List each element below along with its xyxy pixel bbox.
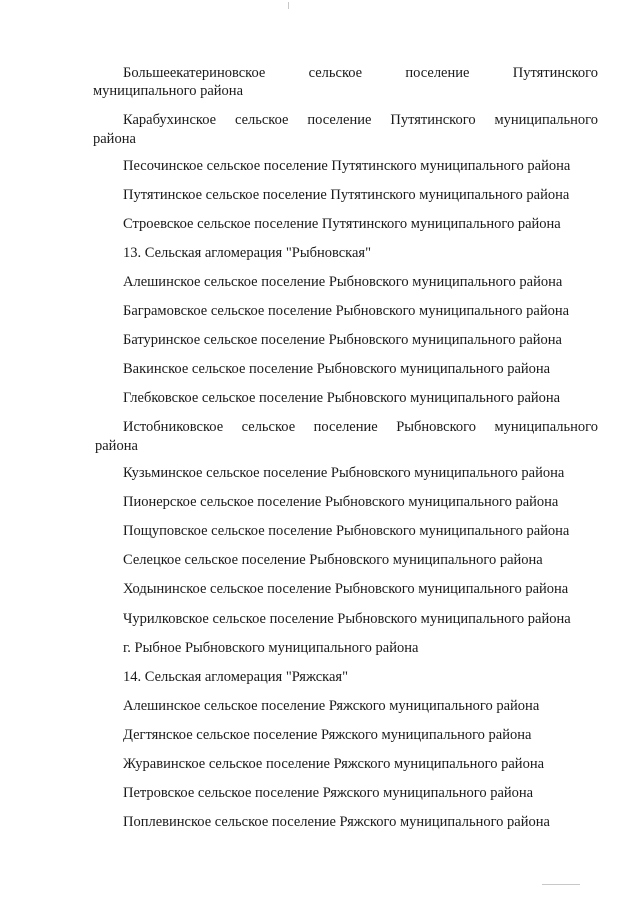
settlement-entry: Алешинское сельское поселение Ряжского муниципального района [123,698,540,714]
settlement-entry: Селецкое сельское поселение Рыбновского муниципального района [123,552,543,568]
settlement-entry: Алешинское сельское поселение Рыбновского муниципального района [123,274,563,290]
settlement-entry-continuation: муниципального района [93,83,243,99]
section-heading: 13. Сельская агломерация "Рыбновская" [123,245,372,261]
settlement-entry-continuation: района [93,131,136,147]
settlement-entry: Строевское сельское поселение Путятинского муниципального района [123,216,561,232]
section-heading: 14. Сельская агломерация "Ряжская" [123,669,348,685]
settlement-entry: Чурилковское сельское поселение Рыбновского муниципального района [123,611,571,627]
settlement-entry [123,63,598,83]
settlement-entry: Журавинское сельское поселение Ряжского муниципального района [123,756,545,772]
settlement-entry: Поплевинское сельское поселение Ряжского муниципального района [123,814,550,830]
settlement-entry [123,417,598,437]
settlement-entry: Баграмовское сельское поселение Рыбновского муниципального района [123,303,570,319]
scan-mark-bottom [542,884,580,885]
settlement-entry: Путятинское сельское поселение Путятинского муниципального района [123,187,570,203]
entry-word: сельское [234,112,289,128]
entry-word: муниципального [494,112,598,128]
settlement-entry: Батуринское сельское поселение Рыбновского муниципального района [123,332,562,348]
settlement-entry: Дегтянское сельское поселение Ряжского муниципального района [123,727,532,743]
settlement-entry: Пионерское сельское поселение Рыбновского муниципального района [123,494,559,510]
entry-word: Путятинского [512,65,598,81]
settlement-entry: Песочинское сельское поселение Путятинского муниципального района [123,158,571,174]
settlement-entry: Ходынинское сельское поселение Рыбновского муниципального района [123,581,569,597]
entry-word: муниципального [494,419,598,435]
settlement-entry: Глебковское сельское поселение Рыбновского муниципального района [123,390,561,406]
settlement-entry [123,110,598,130]
entry-word: Большеекатериновское [123,65,266,81]
entry-word: поселение [313,419,378,435]
entry-word: поселение [307,112,372,128]
entry-word: сельское [241,419,296,435]
entry-word: Истобниковское [123,419,224,435]
settlement-entry: Вакинское сельское поселение Рыбновского муниципального района [123,361,551,377]
settlement-entry-continuation: района [95,438,138,454]
settlement-entry: Петровское сельское поселение Ряжского муниципального района [123,785,534,801]
settlement-entry: Кузьминское сельское поселение Рыбновского муниципального района [123,465,565,481]
settlement-entry: г. Рыбное Рыбновского муниципального района [123,640,419,656]
entry-word: поселение [405,65,470,81]
entry-word: Карабухинское [123,112,217,128]
settlement-entry: Пощуповское сельское поселение Рыбновского муниципального района [123,523,570,539]
entry-word: Рыбновского [396,419,476,435]
entry-word: сельское [308,65,363,81]
scan-mark-top [288,2,289,9]
entry-word: Путятинского [390,112,476,128]
